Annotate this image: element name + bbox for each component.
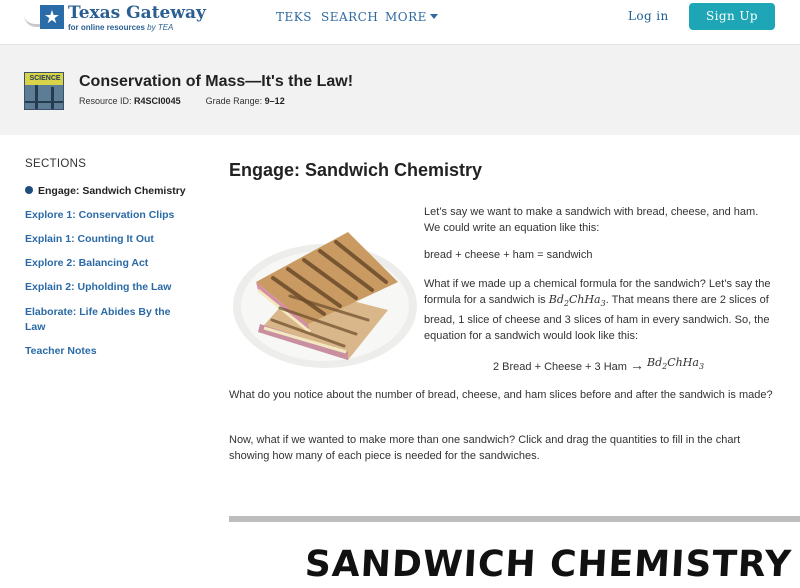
nav-search[interactable]: SEARCH [321,10,379,24]
sandwich-equation: 2 Bread + Cheese + 3 Ham → $Bd_2ChHa_3$ [493,356,705,373]
sidebar-item-explain-2[interactable]: Explain 2: Upholding the Law [25,281,172,293]
resource-title: Conservation of Mass—It's the Law! [79,73,354,90]
nav-more[interactable]: MORE [385,10,438,24]
intro-paragraph: Let’s say we want to make a sandwich with bread, cheese, and ham. We could write an equation like this: [424,206,759,234]
section-title: Engage: Sandwich Chemistry [229,160,483,180]
resource-meta [79,96,285,106]
chevron-down-icon [430,14,438,19]
login-link[interactable]: Log in [628,9,669,23]
signup-button[interactable]: Sign Up [689,3,775,30]
site-header [0,0,800,45]
resource-id-value: R4SCI0045 [134,96,181,106]
sidebar-item-explain-1[interactable]: Explain 1: Counting It Out [25,233,154,245]
sidebar-item-explore-1[interactable]: Explore 1: Conservation Clips [25,209,175,221]
right-arrow-icon: → [629,357,644,373]
activity-heading: SANDWICH CHEMISTRY [303,544,793,585]
activity-divider [229,516,800,522]
texas-gateway-logo[interactable] [24,3,214,33]
question-paragraph: What do you notice about the number of bread, cheese, and ham slices before and after the sandwich is made? [229,389,773,401]
resource-id-label: Resource ID: [79,96,132,106]
nav-teks[interactable]: TEKS [276,10,312,24]
grilled-sandwich-image [228,212,421,382]
logo-name: Texas Gateway [68,3,206,23]
resource-thumbnail [24,72,64,110]
grade-range-value: 9–12 [264,96,285,106]
formula-paragraph: What if we made up a chemical formula for the sandwich? Let’s say the formula for a sandwich is $Bd_2ChHa_3$. That means there are 2 slices of bread, 1 slice of cheese and 3 slices of ham in every sandwich. So, the equation for a sandwich would look like this: [424,278,771,343]
grade-range-label: Grade Range: [205,96,263,106]
sections-heading: SECTIONS [25,158,87,170]
logo-tagline: for online resources by TEA [68,23,174,32]
sidebar-item-engage[interactable]: Engage: Sandwich Chemistry [25,184,190,199]
thumbnail-label: SCIENCE [25,73,64,85]
sandwich-formula: $Bd_2ChHa_3$ [548,293,606,309]
current-section-dot-icon [25,186,33,194]
sidebar-item-elaborate[interactable]: Elaborate: Life Abides By the Law [25,306,171,333]
sidebar-item-teacher-notes[interactable]: Teacher Notes [25,345,97,357]
resource-banner [0,45,800,135]
sidebar-item-explore-2[interactable]: Explore 2: Balancing Act [25,257,149,269]
instruction-paragraph: Now, what if we wanted to make more than one sandwich? Click and drag the quantities to fill in the chart showing how many of each piece is needed for the sandwiches. [229,434,741,462]
word-equation: bread + cheese + ham = sandwich [424,249,593,261]
star-icon: ★ [40,5,64,29]
